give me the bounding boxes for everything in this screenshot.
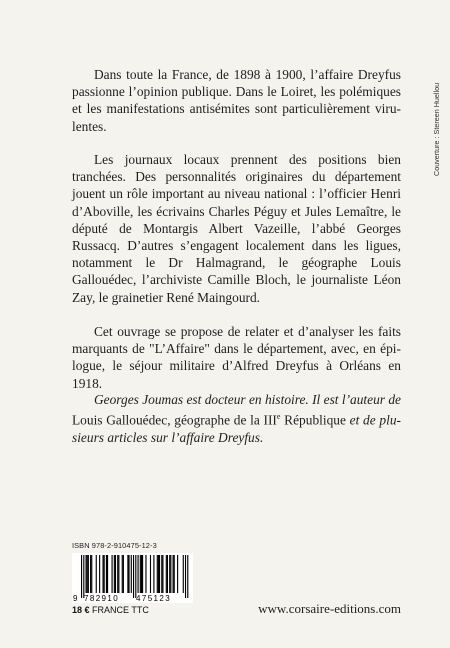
barcode-bar	[99, 555, 100, 593]
barcode-bar	[153, 555, 154, 593]
barcode-bar	[81, 555, 82, 598]
barcode-bar	[187, 555, 188, 598]
barcode-graphic	[72, 553, 193, 603]
barcode-bar	[102, 555, 103, 593]
cover-credit-text: Couverture : Stereen Huellou	[432, 82, 441, 176]
barcode-bar	[183, 555, 184, 593]
barcode-bar	[141, 555, 142, 593]
barcode-bar	[177, 555, 178, 593]
author-bio-book-title-end: République	[280, 412, 346, 428]
barcode-left-digits: 782910	[84, 594, 120, 603]
barcode-bar	[173, 555, 174, 593]
barcode-bars	[81, 555, 188, 598]
publisher-website[interactable]: www.corsaire-editions.com	[258, 601, 401, 616]
barcode-bar	[83, 555, 84, 598]
barcode-bar	[117, 555, 118, 593]
barcode	[72, 553, 193, 603]
barcode-bar	[118, 555, 119, 593]
barcode-bar	[107, 555, 108, 593]
author-bio-book-title: Louis Gallouédec, géographe de la III	[72, 412, 277, 428]
barcode-bar	[131, 555, 132, 593]
price-label	[72, 605, 149, 615]
barcode-bar	[88, 555, 89, 593]
barcode-lead-digit: 9	[73, 594, 78, 603]
barcode-bar	[157, 555, 158, 593]
barcode-bar	[122, 555, 123, 593]
barcode-bar	[133, 555, 134, 598]
barcode-bar	[128, 555, 129, 593]
barcode-bar	[158, 555, 159, 593]
author-bio-part1: Georges Joumas est docteur en histoire. Il est l’auteur de	[94, 392, 401, 407]
barcode-bar	[162, 555, 163, 593]
barcode-bar	[123, 555, 124, 593]
barcode-bar	[114, 555, 115, 593]
barcode-right-digits: 475123	[136, 594, 172, 603]
paragraph-book-purpose: Cet ouvrage se propose de relater et d’analyser les faits marquants de "L’Affaire" dans le département, avec, en épilogue, le séjour militaire d’Alfred Dreyfus à Orléans en 1918.	[72, 324, 401, 391]
barcode-bar	[112, 555, 113, 593]
barcode-bar	[142, 555, 143, 593]
price-currency-label: FRANCE TTC	[89, 605, 149, 615]
barcode-bar	[185, 555, 186, 598]
barcode-bar	[166, 555, 167, 593]
barcode-bar	[159, 555, 160, 593]
barcode-bar	[90, 555, 91, 593]
barcode-bar	[135, 555, 136, 598]
barcode-bar	[161, 555, 162, 593]
barcode-bar	[115, 555, 116, 593]
barcode-bar	[174, 555, 175, 593]
barcode-bar	[91, 555, 92, 593]
cover-credit	[432, 68, 444, 228]
barcode-bar	[167, 555, 168, 593]
paragraph-intro: Dans toute la France, de 1898 à 1900, l’affaire Dreyfus passionne l’opinion publique. Dans le Loiret, les polémiques et les manifestations antisémites sont particulièrement virulentes.	[72, 67, 401, 134]
author-bio	[72, 391, 401, 446]
barcode-bar	[169, 555, 170, 593]
barcode-bar	[96, 555, 97, 593]
barcode-bar	[150, 555, 151, 593]
author-bio-superscript: e	[276, 412, 281, 422]
barcode-bar	[170, 555, 171, 593]
author-bio-part4: et de plusieurs articles sur l’affaire Dreyfus.	[72, 412, 401, 445]
barcode-bar	[145, 555, 146, 593]
barcode-bar	[104, 555, 105, 593]
price-amount: 18 €	[72, 605, 90, 615]
barcode-bar	[106, 555, 107, 593]
barcode-bar	[86, 555, 87, 593]
isbn-label: ISBN 978-2-910475-12-3	[72, 541, 157, 550]
barcode-bar	[127, 555, 128, 593]
barcode-bar	[87, 555, 88, 593]
barcode-bar	[138, 555, 139, 593]
barcode-bar	[140, 555, 141, 593]
paragraph-personalities: Les journaux locaux prennent des positions bien tranchées. Des personnalités originaires du département jouent un rôle important au niveau national : l’officier Henri d’Aboville, les écrivains Charles Péguy et Jules Lemaître, le député de Montargis Albert Vazeille, l’abbé Georges Russacq. D’autres s’engagent localement dans les ligues, notamment le Dr Halmagrand, le géographe Louis Gallouédec, l’archiviste Camille Bloch, le journaliste Léon Zay, le grainetier René Maingourd.	[72, 152, 401, 305]
